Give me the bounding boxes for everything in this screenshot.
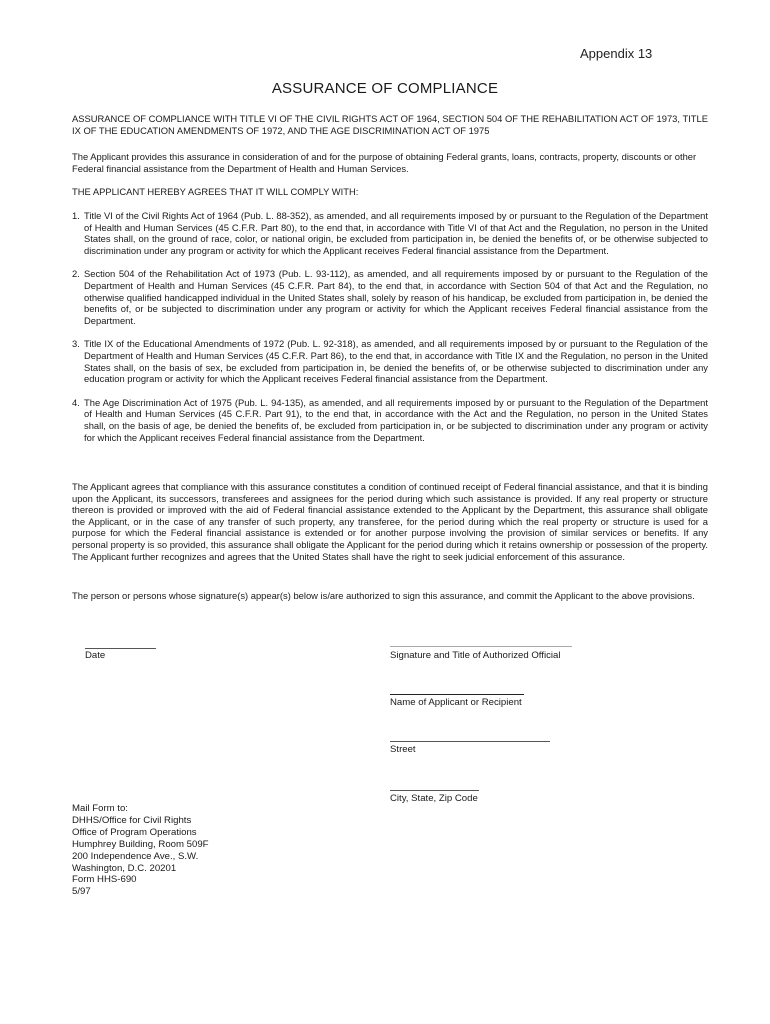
list-item-number: 1. (72, 210, 80, 221)
authorized-official-label: Signature and Title of Authorized Official (390, 650, 561, 661)
street-label: Street (390, 744, 416, 755)
street-line[interactable] (390, 741, 550, 742)
list-item-number: 3. (72, 338, 80, 350)
list-item-number: 4. (72, 396, 80, 408)
list-item (72, 210, 708, 256)
form-number: Form HHS-690 (72, 874, 137, 886)
appendix-label: Appendix 13 (580, 46, 653, 61)
authorization-paragraph: The person or persons whose signature(s) appear(s) below is/are authorized to sign this assurance, and commit the Applicant to the above provisions. (72, 590, 695, 601)
city-state-zip-label: City, State, Zip Code (390, 793, 478, 804)
document-title: ASSURANCE OF COMPLIANCE (271, 80, 499, 97)
list-item-text: The Age Discrimination Act of 1975 (Pub. L. 94-135), as amended, and all requirements imposed by or pursuant to the Regulation of the Department of Health and Human Services (45 C.F.R. Part 91), to the end that, in accordance with the Act and the Regulation, no person in the United States shall, on the basis of age, be denied the benefits of, be excluded from participation in, or be subjected to discrimination under any program or activity for which the Applicant receives Federal financial assistance from the Department. (84, 396, 708, 443)
city-state-zip-line[interactable] (390, 790, 479, 791)
document-subtitle: ASSURANCE OF COMPLIANCE WITH TITLE VI OF THE CIVIL RIGHTS ACT OF 1964, SECTION 504 OF THE REHABILITATION ACT OF 1973, TITLE IX OF THE EDUCATION AMENDMENTS OF 1972, AND THE AGE DISCRIMINATION ACT OF 1975 (72, 113, 708, 136)
mail-address-line: Humphrey Building, Room 509F (72, 838, 209, 850)
agrees-heading: THE APPLICANT HEREBY AGREES THAT IT WILL COMPLY WITH: (72, 186, 359, 197)
mail-address-line: 200 Independence Ave., S.W. (72, 850, 199, 862)
list-item-text: Title VI of the Civil Rights Act of 1964 (Pub. L. 88-352), as amended, and all requirements imposed by or pursuant to the Regulation of the Department of Health and Human Services (45 C.F.R. Part 80), to the end that, in accordance with Title VI of that Act and the Regulation, no person in the United States shall, on the ground of race, color, or national origin, be excluded from participation in, be denied the benefits of, or be otherwise subjected to discrimination under any program or activity for which the Applicant receives Federal financial assistance from the Department. (84, 210, 708, 256)
list-item-text: Title IX of the Educational Amendments of 1972 (Pub. L. 92-318), as amended, and all requirements imposed by or pursuant to the Regulation of the Department of Health and Human Services (45 C.F.R. Part 86), to the end that, in accordance with Title IX and the Regulation, no person in the United States shall, on the basis of sex, be excluded from participation in, be denied the benefits of, or be otherwise subjected to discrimination under any education program or activity for which the Applicant receives Federal financial assistance from the Department. (84, 338, 708, 385)
date-signature-line[interactable] (85, 648, 156, 649)
mail-to-address (72, 803, 209, 898)
form-date: 5/97 (72, 886, 91, 898)
list-item (72, 397, 708, 443)
mail-address-line: Office of Program Operations (72, 826, 197, 838)
mail-address-line: DHHS/Office for Civil Rights (72, 814, 192, 826)
mail-address-line: Mail Form to: (72, 803, 128, 814)
intro-paragraph: The Applicant provides this assurance in consideration of and for the purpose of obtaining Federal grants, loans, contracts, property, discounts or other Federal financial assistance from the Department of Health and Human Services. (72, 151, 697, 174)
list-item (72, 268, 708, 326)
applicant-name-label: Name of Applicant or Recipient (390, 697, 522, 708)
compliance-list (72, 210, 708, 443)
authorized-signature-line[interactable] (390, 646, 572, 647)
mail-address-line: Washington, D.C. 20201 (72, 862, 177, 874)
agreement-paragraph: The Applicant agrees that compliance with this assurance constitutes a condition of continued receipt of Federal financial assistance, and that it is binding upon the Applicant, its successors, transferees and assignees for the period during which such assistance is provided. If any real property or structure thereon is provided or improved with the aid of Federal financial assistance extended to the Applicant by the Department, this assurance shall obligate the Applicant, or in the case of any transfer of such property, any transferee, for the period during which the real property or structure is used for a purpose for which the Federal financial assistance is extended or for another purpose involving the provision of similar services or benefits. If any personal property is so provided, this assurance shall obligate the Applicant for the period during which it retains ownership or possession of the property. The Applicant further recognizes and agrees that the United States shall have the right to seek judicial enforcement of this assurance. (72, 481, 708, 562)
list-item-text: Section 504 of the Rehabilitation Act of 1973 (Pub. L. 93-112), as amended, and all requirements imposed by or pursuant to the Regulation of the Department of Health and Human Services (45 C.F.R. Part 84), to the end that, in accordance with Section 504 of that Act and the Regulation, no otherwise qualified handicapped individual in the United States shall, solely by reason of his handicap, be excluded from participation in, be denied the benefits of, or be subjected to discrimination under any program or activity for which the Applicant receives Federal financial assistance from the Department. (84, 268, 708, 326)
applicant-name-line[interactable] (390, 694, 524, 695)
list-item-number: 2. (72, 268, 80, 280)
list-item (72, 338, 708, 384)
date-label: Date (85, 650, 106, 661)
